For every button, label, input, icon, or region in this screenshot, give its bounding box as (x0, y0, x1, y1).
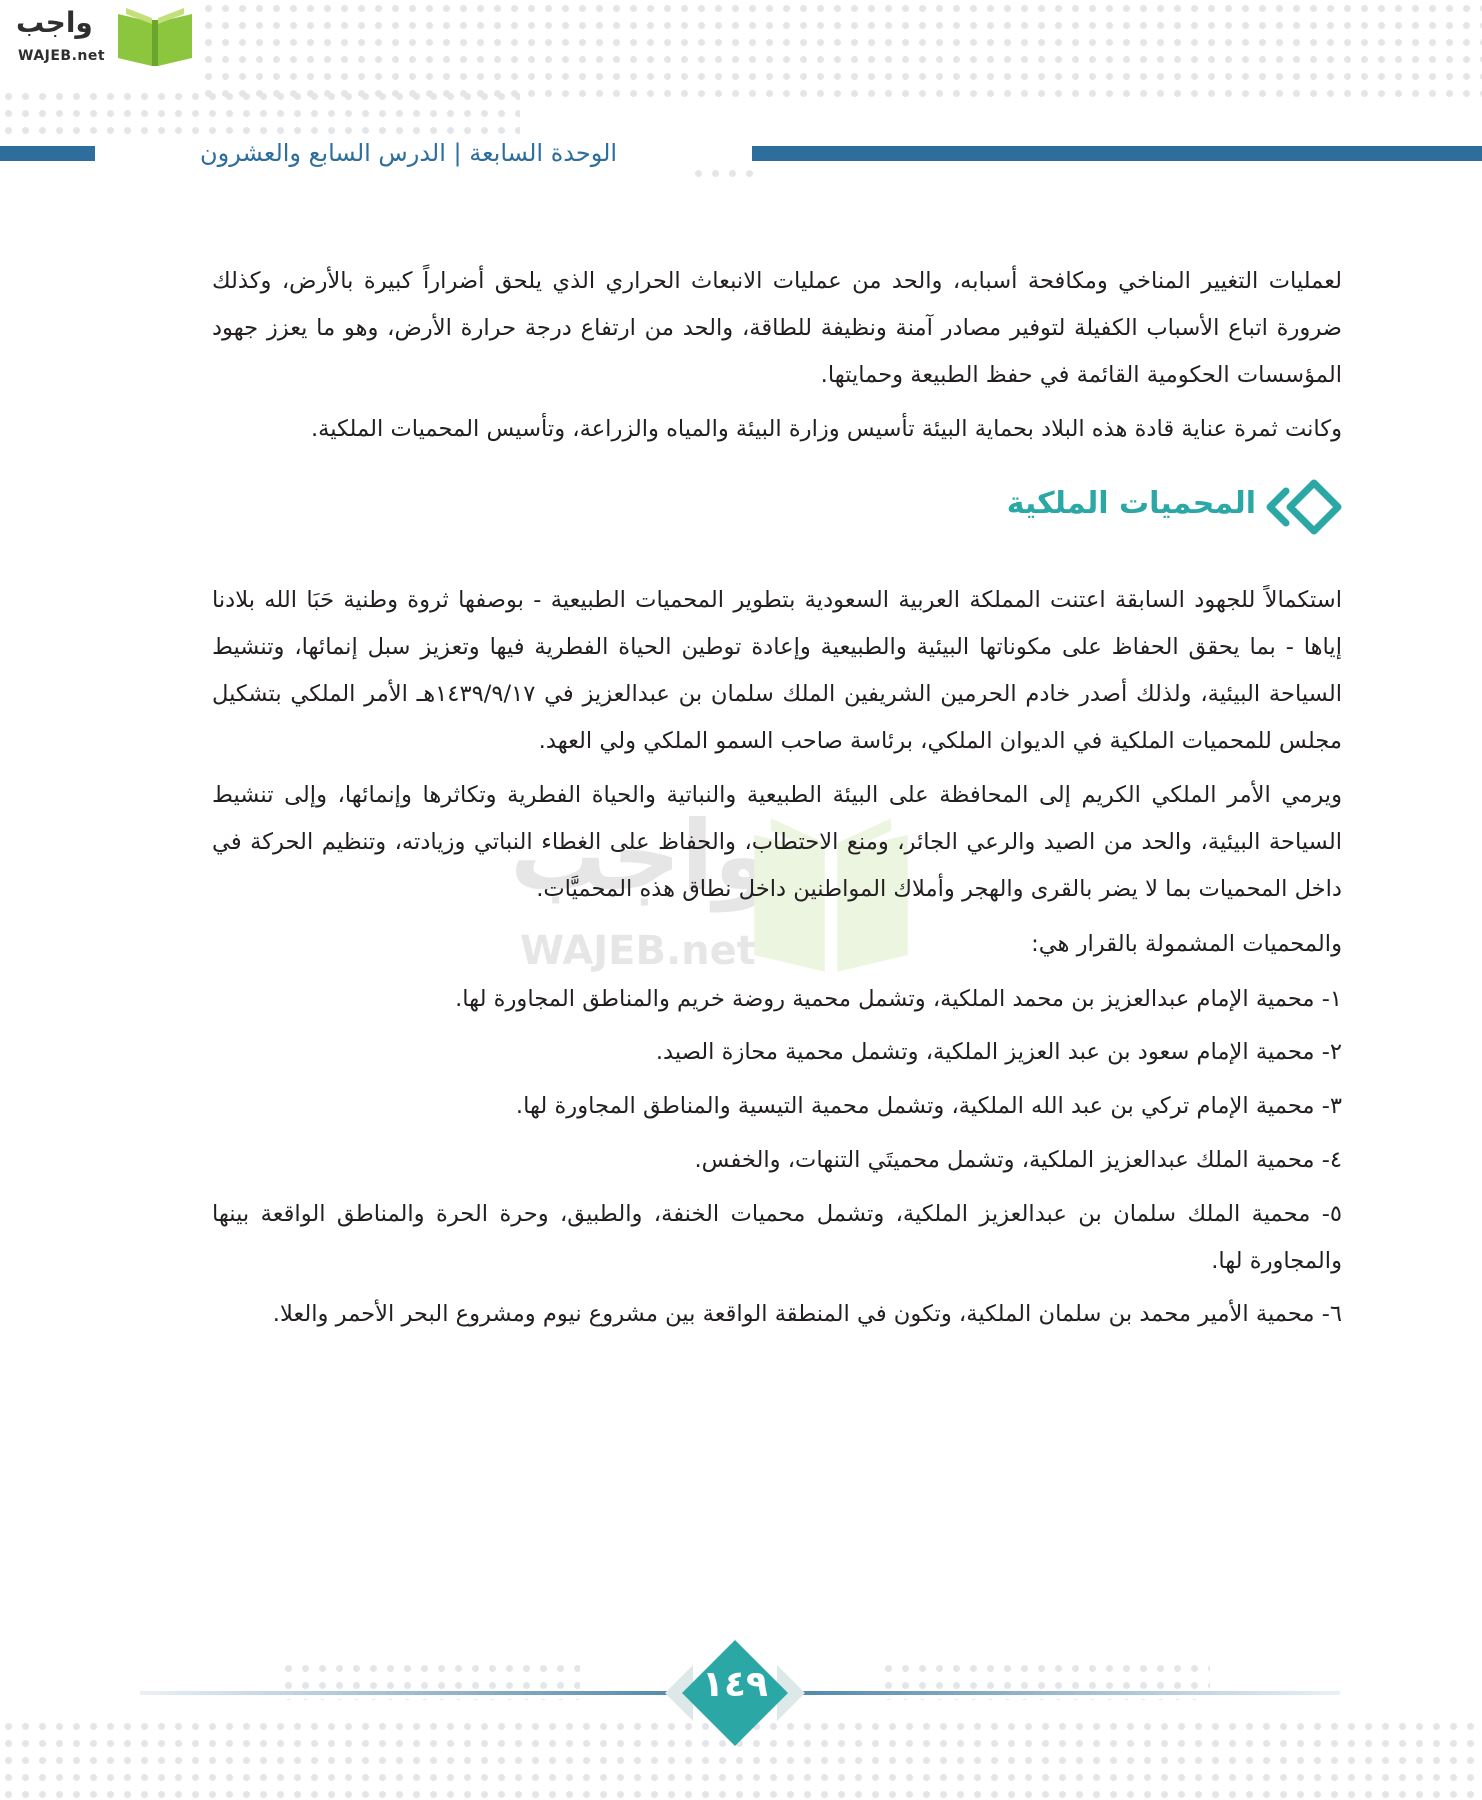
dot-pattern-top-left (0, 88, 520, 138)
logo-latin-text: WAJEB.net (18, 48, 106, 64)
watermark-arabic-text: واجب (510, 800, 774, 912)
logo-arabic-text: واجب (16, 6, 93, 39)
reserves-list (212, 976, 1342, 1339)
header-bar-left (0, 146, 95, 161)
reserves-list-intro: والمحميات المشمولة بالقرار هي: (1031, 930, 1342, 957)
double-diamond-icon (1262, 477, 1342, 537)
section-title: المحميات الملكية (1006, 486, 1256, 522)
wajeb-logo[interactable] (6, 4, 190, 70)
page-number: ١٤٩ (702, 1664, 768, 1705)
unit-lesson-title: الوحدة السابعة | الدرس السابع والعشرون (200, 139, 618, 167)
section-heading (212, 477, 1342, 541)
paragraph-royal-order-goals: ويرمي الأمر الملكي الكريم إلى المحافظة على البيئة الطبيعية والنباتية والحياة الفطرية وتكاثرها وإنمائها، وإلى تنشيط السياحة البيئية، والحد من الصيد والرعي الجائر، ومنع الاحتطاب، والحفاظ على الغطاء النباتي وزيادته، وتنظيم الحركة في داخل المحميات بما لا يضر بالقرى والهجر وأملاك المواطنين داخل نطاق هذه المحميَّات. (212, 782, 1342, 902)
paragraph-ministry: وكانت ثمرة عناية قادة هذه البلاد بحماية البيئة تأسيس وزارة البيئة والمياه والزراعة، وتأسيس المحميات الملكية. (310, 416, 1342, 443)
lesson-content (212, 258, 1342, 1345)
dot-pattern-top-middle (690, 165, 760, 187)
dot-pattern-top-right (200, 0, 1482, 102)
page-number-badge (655, 1638, 815, 1748)
list-item: ١- محمية الإمام عبدالعزيز بن محمد الملكية، وتشمل محمية روضة خريم والمناطق المجاورة لها. (455, 985, 1342, 1012)
list-item: ٦- محمية الأمير محمد بن سلمان الملكية، وتكون في المنطقة الواقعة بين مشروع نيوم ومشروع البحر الأحمر والعلا. (272, 1301, 1342, 1328)
book-icon (114, 6, 196, 68)
paragraph-climate: لعمليات التغيير المناخي ومكافحة أسبابه، والحد من عمليات الانبعاث الحراري الذي يلحق أضراراً كبيرة بالأرض، وكذلك ضرورة اتباع الأسباب الكفيلة لتوفير مصادر آمنة ونظيفة للطاقة، والحد من ارتفاع درجة حرارة الأرض، وهو ما يعزز جهود المؤسسات الحكومية القائمة في حفظ الطبيعة وحمايتها. (212, 268, 1342, 388)
header-bar-right (752, 146, 1482, 161)
paragraph-royal-reserves-intro: استكمالاً للجهود السابقة اعتنت المملكة العربية السعودية بتطوير المحميات الطبيعية - بوصفها ثروة وطنية حَبَا الله بلادنا إياها - بما يحقق الحفاظ على مكوناتها البيئية والطبيعية وإعادة توطين الحياة الفطرية فيها وتعزيز سبل إنمائها، وتنشيط السياحة البيئية، ولذلك أصدر خادم الحرمين الشريفين الملك سلمان بن عبدالعزيز في ١٤٣٩/٩/١٧هـ الأمر الملكي بتشكيل مجلس للمحميات الملكية في الديوان الملكي، برئاسة صاحب السمو الملكي ولي العهد. (212, 587, 1342, 754)
list-item: ٢- محمية الإمام سعود بن عبد العزيز الملكية، وتشمل محمية محازة الصيد. (655, 1039, 1342, 1066)
list-item: ٣- محمية الإمام تركي بن عبد الله الملكية، وتشمل محمية التيسية والمناطق المجاورة لها. (515, 1093, 1342, 1120)
watermark-latin-text: WAJEB.net (520, 928, 756, 974)
list-item: ٤- محمية الملك عبدالعزيز الملكية، وتشمل محميتَي التنهات، والخفس. (694, 1146, 1342, 1173)
list-item: ٥- محمية الملك سلمان بن عبدالعزيز الملكية، وتشمل محميات الخنفة، والطبيق، وحرة الحرة والمناطق الواقعة بينها والمجاورة لها. (212, 1200, 1342, 1274)
